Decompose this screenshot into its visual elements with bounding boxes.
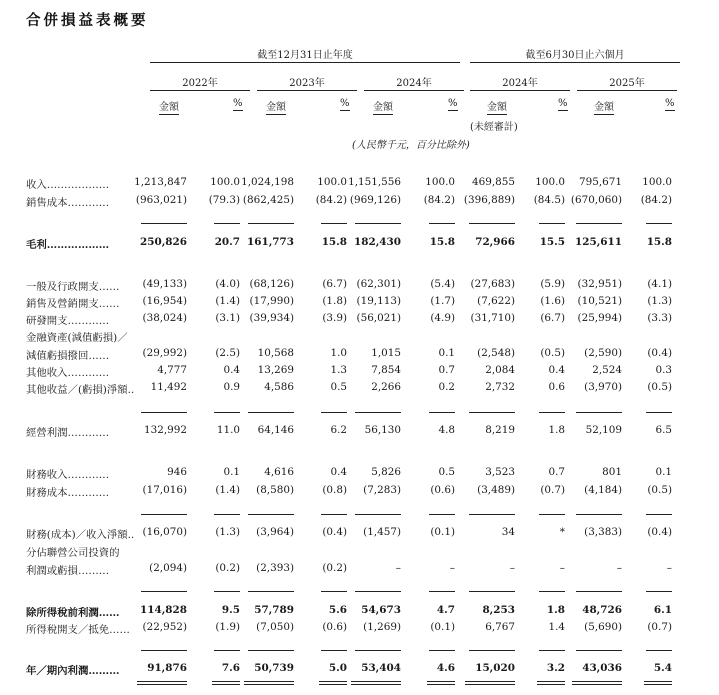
- amount-cell: (3,970): [584, 381, 622, 393]
- percent-cell: (0.4): [322, 526, 347, 538]
- period-rule: [150, 90, 250, 91]
- table-row: [0, 236, 719, 250]
- percent-cell: 0.5: [330, 381, 347, 393]
- table-row: [0, 466, 719, 480]
- subtotal-rule: [214, 223, 240, 224]
- amount-cell: 91,876: [147, 662, 187, 674]
- total-double-rule: [351, 681, 401, 685]
- percent-cell: (79.3): [208, 194, 240, 206]
- table-row: [0, 424, 719, 438]
- header-half-group: 截至6月30日止六個月: [525, 50, 625, 61]
- percent-cell: 7.6: [221, 662, 240, 674]
- percent-cell: 0.1: [438, 347, 455, 359]
- percent-cell: 5.0: [328, 662, 347, 674]
- subtotal-rule: [214, 412, 240, 413]
- amount-cell: 6,767: [485, 621, 515, 633]
- page-title: 合併損益表概要: [26, 13, 149, 29]
- subtotal-rule: [141, 412, 187, 413]
- subtotal-rule: [355, 650, 401, 651]
- amount-cell: 469,855: [472, 176, 515, 188]
- percent-cell: 15.5: [539, 236, 565, 248]
- amount-cell: 4,586: [264, 381, 294, 393]
- percent-cell: –: [559, 562, 565, 574]
- subtotal-rule: [248, 412, 294, 413]
- percent-cell: (1.8): [322, 295, 347, 307]
- subtotal-rule: [248, 650, 294, 651]
- percent-header: %: [233, 98, 243, 109]
- row-label: 其他收入…………: [26, 367, 110, 379]
- percent-cell: (0.1): [430, 526, 455, 538]
- percent-cell: (84.2): [640, 194, 672, 206]
- amount-cell: 132,992: [144, 424, 187, 436]
- amount-cell: (396,889): [463, 194, 515, 206]
- amount-cell: 114,828: [140, 604, 187, 616]
- percent-header: %: [665, 98, 675, 109]
- percent-cell: 1.8: [548, 424, 565, 436]
- subtotal-rule: [429, 591, 455, 592]
- amount-cell: (25,994): [577, 312, 622, 324]
- percent-cell: (0.8): [322, 484, 347, 496]
- amount-cell: 54,673: [361, 604, 401, 616]
- period-header: 2025年: [609, 78, 645, 89]
- amount-cell: (19,113): [356, 295, 401, 307]
- amount-cell: 2,266: [371, 381, 401, 393]
- amount-cell: 4,616: [264, 466, 294, 478]
- amount-cell: 2,524: [592, 364, 622, 376]
- percent-cell: (1.4): [215, 295, 240, 307]
- amount-cell: 1,151,556: [348, 176, 401, 188]
- percent-cell: (0.5): [647, 381, 672, 393]
- row-label: 經營利潤…………: [26, 427, 110, 439]
- percent-cell: 6.1: [653, 604, 672, 616]
- amount-cell: 64,146: [257, 424, 294, 436]
- subtotal-rule: [321, 412, 347, 413]
- total-double-rule: [137, 681, 187, 685]
- amount-cell: (862,425): [242, 194, 294, 206]
- percent-cell: 4.6: [436, 662, 455, 674]
- subtotal-rule: [321, 591, 347, 592]
- amount-cell: (670,060): [570, 194, 622, 206]
- subtotal-rule: [248, 591, 294, 592]
- percent-cell: 0.1: [223, 466, 240, 478]
- amount-cell: (7,050): [256, 621, 294, 633]
- amount-cell: 4,777: [157, 364, 187, 376]
- percent-cell: 0.3: [655, 364, 672, 376]
- amount-cell: 43,036: [582, 662, 622, 674]
- amount-cell: 1,024,198: [241, 176, 294, 188]
- total-double-rule: [572, 681, 622, 685]
- subtotal-rule: [576, 591, 622, 592]
- amount-cell: 48,726: [582, 604, 622, 616]
- table-row: [0, 381, 719, 395]
- subtotal-rule: [321, 514, 347, 515]
- row-label: 財務成本…………: [26, 487, 110, 499]
- period-header: 2023年: [289, 78, 325, 89]
- subtotal-rule: [321, 223, 347, 224]
- subtotal-rule: [214, 514, 240, 515]
- percent-cell: (4.0): [215, 278, 240, 290]
- period-header: 2022年: [182, 78, 218, 89]
- amount-header: 金額: [266, 102, 286, 113]
- percent-cell: 1.3: [330, 364, 347, 376]
- percent-cell: 100.0: [642, 176, 672, 188]
- percent-cell: (5.9): [540, 278, 565, 290]
- header-year-group: 截至12月31日止年度: [257, 50, 353, 61]
- percent-cell: 11.0: [216, 424, 240, 436]
- percent-cell: 15.8: [646, 236, 672, 248]
- percent-cell: 1.0: [330, 347, 347, 359]
- percent-cell: 0.4: [223, 364, 240, 376]
- table-row: [0, 194, 719, 208]
- row-label: 減值虧損撥回……: [26, 350, 110, 362]
- table-row: [0, 329, 719, 343]
- amount-cell: (16,070): [142, 526, 187, 538]
- amount-cell: (39,934): [249, 312, 294, 324]
- table-row: [0, 562, 719, 576]
- subtotal-rule: [355, 514, 401, 515]
- subtotal-rule: [646, 514, 672, 515]
- percent-cell: 100.0: [210, 176, 240, 188]
- amount-cell: –: [616, 562, 622, 574]
- subtotal-rule: [576, 412, 622, 413]
- subtotal-rule: [141, 514, 187, 515]
- table-row: [0, 347, 719, 361]
- period-header: 2024年: [502, 78, 538, 89]
- amount-cell: (31,710): [470, 312, 515, 324]
- total-double-rule: [427, 681, 455, 685]
- table-row: [0, 544, 719, 558]
- table-row: [0, 176, 719, 190]
- amount-cell: (29,992): [142, 347, 187, 359]
- row-label: 金融資產(減值虧損)／: [26, 332, 128, 344]
- percent-cell: 9.5: [221, 604, 240, 616]
- percent-cell: (0.5): [540, 347, 565, 359]
- amount-cell: (1,269): [363, 621, 401, 633]
- row-label: 分佔聯營公司投資的: [26, 547, 120, 559]
- percent-cell: (4.1): [647, 278, 672, 290]
- subtotal-rule: [469, 412, 515, 413]
- percent-cell: (1.3): [647, 295, 672, 307]
- row-label: 所得稅開支／抵免……: [26, 624, 130, 636]
- amount-cell: 7,854: [371, 364, 401, 376]
- percent-cell: –: [666, 562, 672, 574]
- amount-cell: 125,611: [575, 236, 622, 248]
- percent-cell: 0.1: [655, 466, 672, 478]
- amount-cell: (10,521): [577, 295, 622, 307]
- table-row: [0, 526, 719, 540]
- row-label: 銷售及營銷開支……: [26, 298, 120, 310]
- subtotal-rule: [429, 223, 455, 224]
- subtotal-rule: [539, 412, 565, 413]
- amount-cell: (38,024): [142, 312, 187, 324]
- amount-cell: 250,826: [140, 236, 187, 248]
- subtotal-rule: [646, 412, 672, 413]
- subtotal-rule: [576, 650, 622, 651]
- amount-cell: 946: [167, 466, 187, 478]
- percent-cell: (4.9): [430, 312, 455, 324]
- percent-header: %: [340, 98, 350, 109]
- amount-cell: (963,021): [135, 194, 187, 206]
- percent-cell: 0.9: [223, 381, 240, 393]
- subtotal-rule: [355, 412, 401, 413]
- amount-cell: 11,492: [150, 381, 187, 393]
- amount-cell: 53,404: [361, 662, 401, 674]
- percent-cell: 15.8: [429, 236, 455, 248]
- amount-cell: (2,393): [256, 562, 294, 574]
- percent-header: %: [558, 98, 568, 109]
- amount-cell: (27,683): [470, 278, 515, 290]
- row-label: 銷售成本…………: [26, 197, 110, 209]
- amount-cell: 1,213,847: [134, 176, 187, 188]
- amount-cell: 8,219: [485, 424, 515, 436]
- header-year-rule: [150, 62, 460, 63]
- row-label: 財務(成本)／收入淨額..: [26, 529, 135, 541]
- amount-header: 金額: [487, 102, 507, 113]
- row-label: 年／期內利潤………: [26, 665, 120, 677]
- subtotal-rule: [539, 591, 565, 592]
- amount-cell: (49,133): [142, 278, 187, 290]
- percent-cell: (0.2): [322, 562, 347, 574]
- subtotal-rule: [469, 650, 515, 651]
- amount-cell: –: [509, 562, 515, 574]
- percent-cell: 3.2: [546, 662, 565, 674]
- subtotal-rule: [576, 223, 622, 224]
- amount-cell: (16,954): [142, 295, 187, 307]
- subtotal-rule: [141, 650, 187, 651]
- amount-cell: (1,457): [363, 526, 401, 538]
- period-rule: [364, 90, 464, 91]
- percent-cell: (5.4): [430, 278, 455, 290]
- percent-cell: *: [559, 526, 565, 538]
- period-header: 2024年: [396, 78, 432, 89]
- row-label: 收入………………: [26, 179, 110, 191]
- subtotal-rule: [321, 650, 347, 651]
- total-double-rule: [537, 681, 565, 685]
- percent-cell: 4.8: [438, 424, 455, 436]
- subtotal-rule: [429, 412, 455, 413]
- row-label: 其他收益／(虧損)淨額..: [26, 384, 135, 396]
- percent-cell: 0.7: [548, 466, 565, 478]
- subtotal-rule: [646, 223, 672, 224]
- subtotal-rule: [429, 650, 455, 651]
- table-row: [0, 662, 719, 676]
- amount-cell: (7,622): [477, 295, 515, 307]
- percent-cell: (0.6): [430, 484, 455, 496]
- total-double-rule: [212, 681, 240, 685]
- amount-cell: (3,489): [477, 484, 515, 496]
- table-row: [0, 484, 719, 498]
- percent-cell: (1.6): [540, 295, 565, 307]
- amount-cell: 50,739: [254, 662, 294, 674]
- percent-cell: (84.2): [315, 194, 347, 206]
- percent-cell: 5.4: [653, 662, 672, 674]
- percent-cell: 100.0: [535, 176, 565, 188]
- percent-cell: (0.4): [647, 347, 672, 359]
- row-label: 研發開支…………: [26, 315, 110, 327]
- percent-cell: –: [449, 562, 455, 574]
- unit-note: (人民幣千元，百分比除外): [352, 140, 470, 151]
- total-double-rule: [244, 681, 294, 685]
- period-rule: [577, 90, 677, 91]
- amount-cell: 57,789: [254, 604, 294, 616]
- subtotal-rule: [539, 223, 565, 224]
- unaudited-note: (未經審計): [470, 122, 518, 133]
- amount-cell: 13,269: [257, 364, 294, 376]
- percent-cell: 100.0: [425, 176, 455, 188]
- percent-cell: (0.4): [647, 526, 672, 538]
- amount-cell: (3,964): [256, 526, 294, 538]
- amount-cell: 161,773: [247, 236, 294, 248]
- amount-cell: 10,568: [257, 347, 294, 359]
- amount-cell: 182,430: [354, 236, 401, 248]
- amount-cell: (5,690): [584, 621, 622, 633]
- subtotal-rule: [141, 223, 187, 224]
- percent-cell: 0.5: [438, 466, 455, 478]
- amount-cell: 34: [501, 526, 515, 538]
- amount-cell: 2,084: [485, 364, 515, 376]
- percent-cell: (0.2): [215, 562, 240, 574]
- table-row: [0, 312, 719, 326]
- amount-cell: 5,826: [371, 466, 401, 478]
- percent-cell: (0.7): [540, 484, 565, 496]
- amount-header: 金額: [594, 102, 614, 113]
- amount-cell: (68,126): [249, 278, 294, 290]
- row-label: 一般及行政開支……: [26, 281, 120, 293]
- subtotal-rule: [214, 591, 240, 592]
- amount-cell: (22,952): [142, 621, 187, 633]
- percent-cell: (1.3): [215, 526, 240, 538]
- amount-header: 金額: [373, 102, 393, 113]
- period-rule: [470, 90, 570, 91]
- percent-cell: 0.4: [548, 364, 565, 376]
- table-row: [0, 621, 719, 635]
- percent-cell: (84.2): [423, 194, 455, 206]
- amount-cell: 795,671: [579, 176, 622, 188]
- percent-cell: 100.0: [317, 176, 347, 188]
- table-row: [0, 364, 719, 378]
- subtotal-rule: [355, 591, 401, 592]
- amount-cell: (17,016): [142, 484, 187, 496]
- percent-cell: 0.7: [438, 364, 455, 376]
- percent-cell: (1.4): [215, 484, 240, 496]
- amount-cell: (8,580): [256, 484, 294, 496]
- percent-cell: (1.7): [430, 295, 455, 307]
- amount-cell: (2,590): [584, 347, 622, 359]
- amount-cell: (3,383): [584, 526, 622, 538]
- row-label: 利潤或虧損………: [26, 565, 110, 577]
- period-rule: [257, 90, 357, 91]
- amount-cell: (969,126): [349, 194, 401, 206]
- percent-cell: (0.6): [322, 621, 347, 633]
- subtotal-rule: [429, 514, 455, 515]
- table-row: [0, 278, 719, 292]
- amount-cell: –: [395, 562, 401, 574]
- amount-cell: (32,951): [577, 278, 622, 290]
- amount-cell: 8,253: [482, 604, 515, 616]
- percent-cell: 1.4: [548, 621, 565, 633]
- amount-cell: 2,732: [485, 381, 515, 393]
- amount-cell: (7,283): [363, 484, 401, 496]
- subtotal-rule: [469, 223, 515, 224]
- total-double-rule: [465, 681, 515, 685]
- percent-cell: (6.7): [540, 312, 565, 324]
- percent-header: %: [448, 98, 458, 109]
- amount-cell: 52,109: [585, 424, 622, 436]
- percent-cell: 0.4: [330, 466, 347, 478]
- percent-cell: (0.1): [430, 621, 455, 633]
- amount-cell: 72,966: [475, 236, 515, 248]
- percent-cell: (3.3): [647, 312, 672, 324]
- amount-cell: (2,094): [149, 562, 187, 574]
- amount-cell: 56,130: [364, 424, 401, 436]
- percent-cell: 0.6: [548, 381, 565, 393]
- amount-cell: (4,184): [584, 484, 622, 496]
- amount-cell: 15,020: [475, 662, 515, 674]
- percent-cell: 20.7: [214, 236, 240, 248]
- percent-cell: (0.7): [647, 621, 672, 633]
- subtotal-rule: [576, 514, 622, 515]
- percent-cell: (84.5): [533, 194, 565, 206]
- amount-cell: (56,021): [356, 312, 401, 324]
- row-label: 毛利………………: [26, 239, 110, 251]
- subtotal-rule: [214, 650, 240, 651]
- percent-cell: (6.7): [322, 278, 347, 290]
- subtotal-rule: [646, 650, 672, 651]
- table-row: [0, 604, 719, 618]
- subtotal-rule: [646, 591, 672, 592]
- percent-cell: 6.5: [655, 424, 672, 436]
- subtotal-rule: [355, 223, 401, 224]
- percent-cell: (3.9): [322, 312, 347, 324]
- subtotal-rule: [539, 514, 565, 515]
- percent-cell: 15.8: [321, 236, 347, 248]
- percent-cell: (3.1): [215, 312, 240, 324]
- percent-cell: (1.9): [215, 621, 240, 633]
- header-half-rule: [470, 62, 680, 63]
- percent-cell: (2.5): [215, 347, 240, 359]
- subtotal-rule: [469, 591, 515, 592]
- percent-cell: (0.5): [647, 484, 672, 496]
- table-row: [0, 295, 719, 309]
- amount-header: 金額: [159, 102, 179, 113]
- percent-cell: 6.2: [330, 424, 347, 436]
- subtotal-rule: [469, 514, 515, 515]
- amount-cell: (2,548): [477, 347, 515, 359]
- amount-cell: (17,990): [249, 295, 294, 307]
- row-label: 除所得稅前利潤……: [26, 607, 120, 619]
- total-double-rule: [644, 681, 672, 685]
- total-double-rule: [319, 681, 347, 685]
- percent-cell: 5.6: [328, 604, 347, 616]
- subtotal-rule: [248, 223, 294, 224]
- subtotal-rule: [539, 650, 565, 651]
- amount-cell: 1,015: [371, 347, 401, 359]
- row-label: 財務收入…………: [26, 469, 110, 481]
- amount-cell: (62,301): [356, 278, 401, 290]
- subtotal-rule: [141, 591, 187, 592]
- percent-cell: 0.2: [438, 381, 455, 393]
- amount-cell: 801: [602, 466, 622, 478]
- percent-cell: 4.7: [436, 604, 455, 616]
- amount-cell: 3,523: [485, 466, 515, 478]
- percent-cell: 1.8: [546, 604, 565, 616]
- subtotal-rule: [248, 514, 294, 515]
